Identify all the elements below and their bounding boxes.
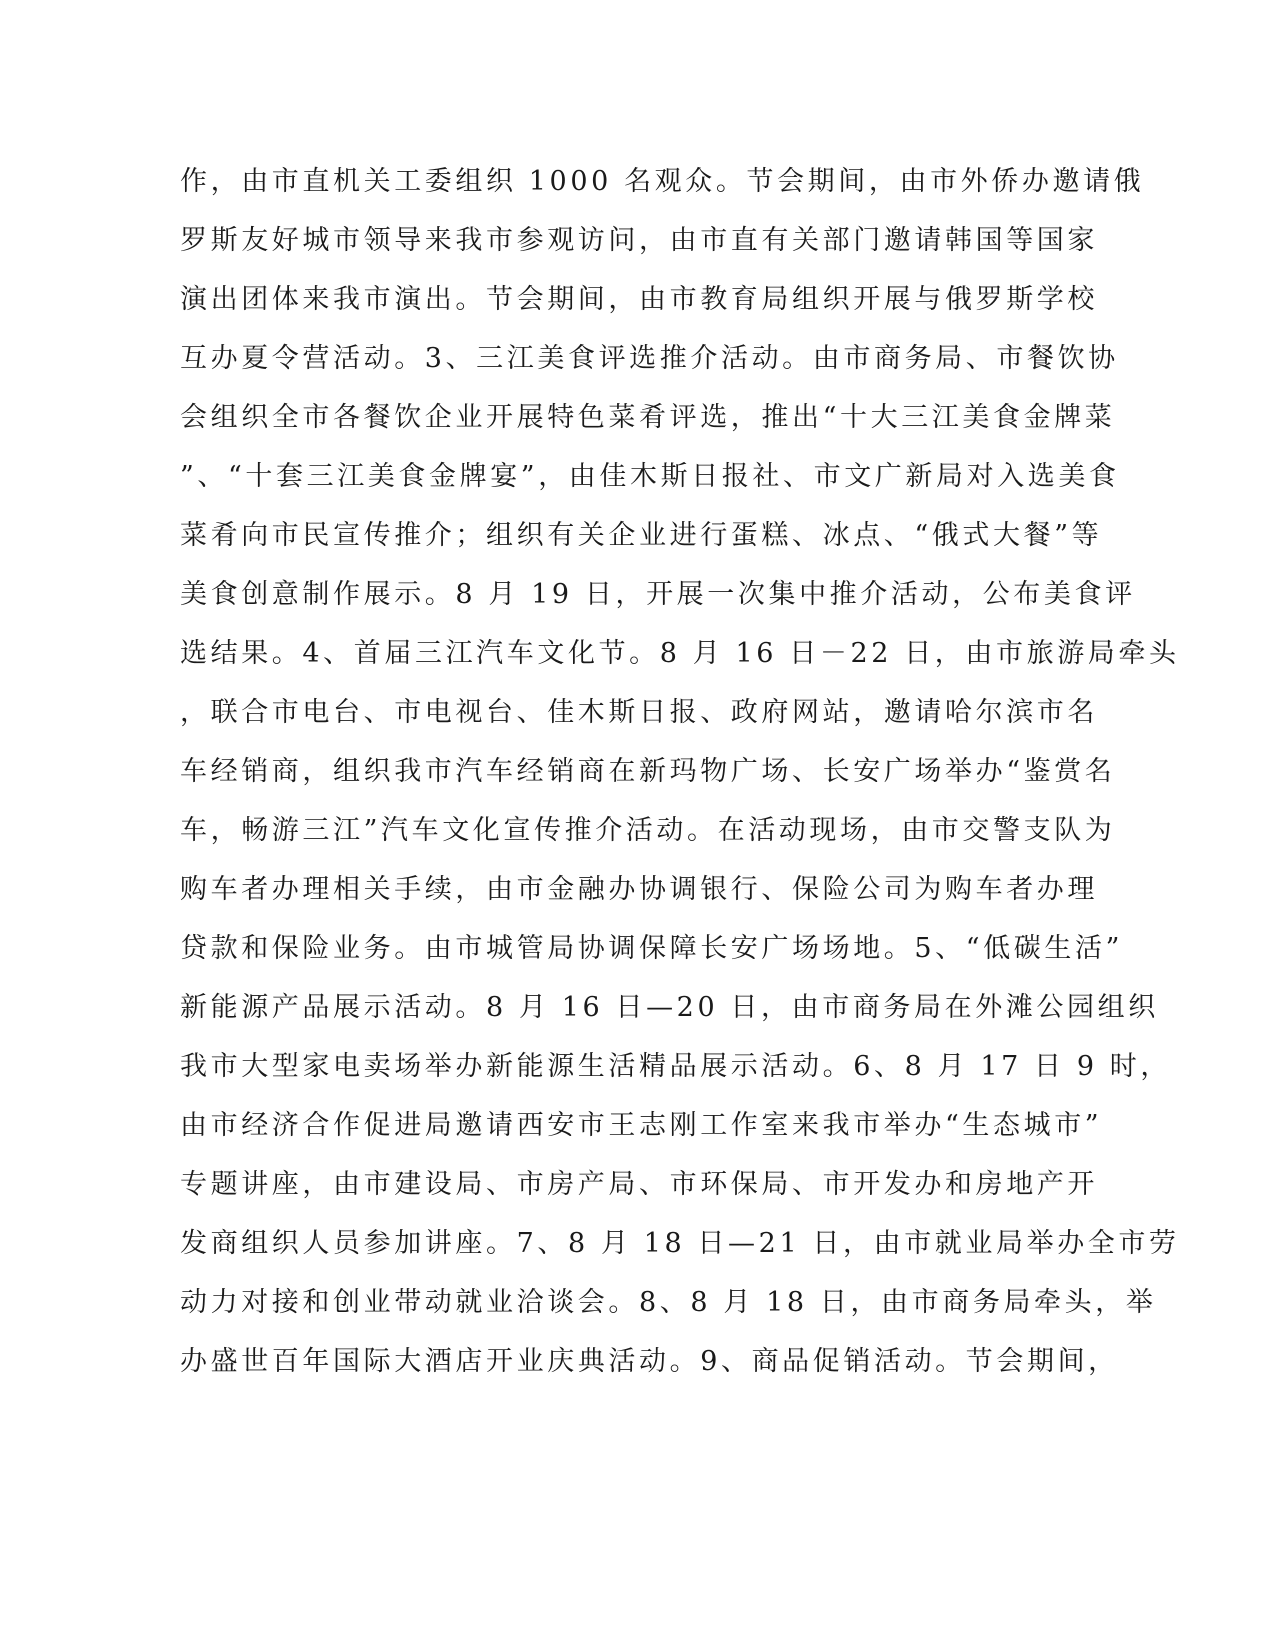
text-line: 贷款和保险业务。由市城管局协调保障长安广场场地。5、“低碳生活” <box>180 933 1123 964</box>
text-line: ，联合市电台、市电视台、佳木斯日报、政府网站，邀请哈尔滨市名 <box>180 697 1098 728</box>
text-line: 动力对接和创业带动就业洽谈会。8、8 月 18 日，由市商务局牵头，举 <box>180 1287 1157 1318</box>
text-line: 我市大型家电卖场举办新能源生活精品展示活动。6、8 月 17 日 9 时， <box>180 1051 1172 1082</box>
text-line: 菜肴向市民宣传推介；组织有关企业进行蛋糕、冰点、“俄式大餐”等 <box>180 520 1103 551</box>
text-line: 互办夏令营活动。3、三江美食评选推介活动。由市商务局、市餐饮协 <box>180 343 1119 374</box>
text-line: 由市经济合作促进局邀请西安市王志刚工作室来我市举办“生态城市” <box>180 1110 1103 1141</box>
text-line: 演出团体来我市演出。节会期间，由市教育局组织开展与俄罗斯学校 <box>180 284 1098 315</box>
text-line: 发商组织人员参加讲座。7、8 月 18 日—21 日，由市就业局举办全市劳 <box>180 1228 1180 1259</box>
body-paragraph <box>180 161 1180 1400</box>
text-line: 购车者办理相关手续，由市金融办协调银行、保险公司为购车者办理 <box>180 874 1098 905</box>
text-line: 新能源产品展示活动。8 月 16 日—20 日，由市商务局在外滩公园组织 <box>180 992 1159 1023</box>
text-line: 车，畅游三江”汽车文化宣传推介活动。在活动现场，由市交警支队为 <box>180 815 1116 846</box>
text-line: 美食创意制作展示。8 月 19 日，开展一次集中推介活动，公布美食评 <box>180 579 1136 610</box>
text-line: ”、“十套三江美食金牌宴”，由佳木斯日报社、市文广新局对入选美食 <box>180 461 1120 492</box>
text-line: 作，由市直机关工委组织 1000 名观众。节会期间，由市外侨办邀请俄 <box>180 166 1145 197</box>
text-line: 选结果。4、首届三江汽车文化节。8 月 16 日－22 日，由市旅游局牵头 <box>180 638 1180 669</box>
text-line: 车经销商，组织我市汽车经销商在新玛物广场、长安广场举办“鉴赏名 <box>180 756 1116 787</box>
text-line: 罗斯友好城市领导来我市参观访问，由市直有关部门邀请韩国等国家 <box>180 225 1098 256</box>
text-line: 办盛世百年国际大酒店开业庆典活动。9、商品促销活动。节会期间， <box>180 1346 1119 1377</box>
text-line: 专题讲座，由市建设局、市房产局、市环保局、市开发办和房地产开 <box>180 1169 1098 1200</box>
text-line: 会组织全市各餐饮企业开展特色菜肴评选，推出“十大三江美食金牌菜 <box>180 402 1116 433</box>
